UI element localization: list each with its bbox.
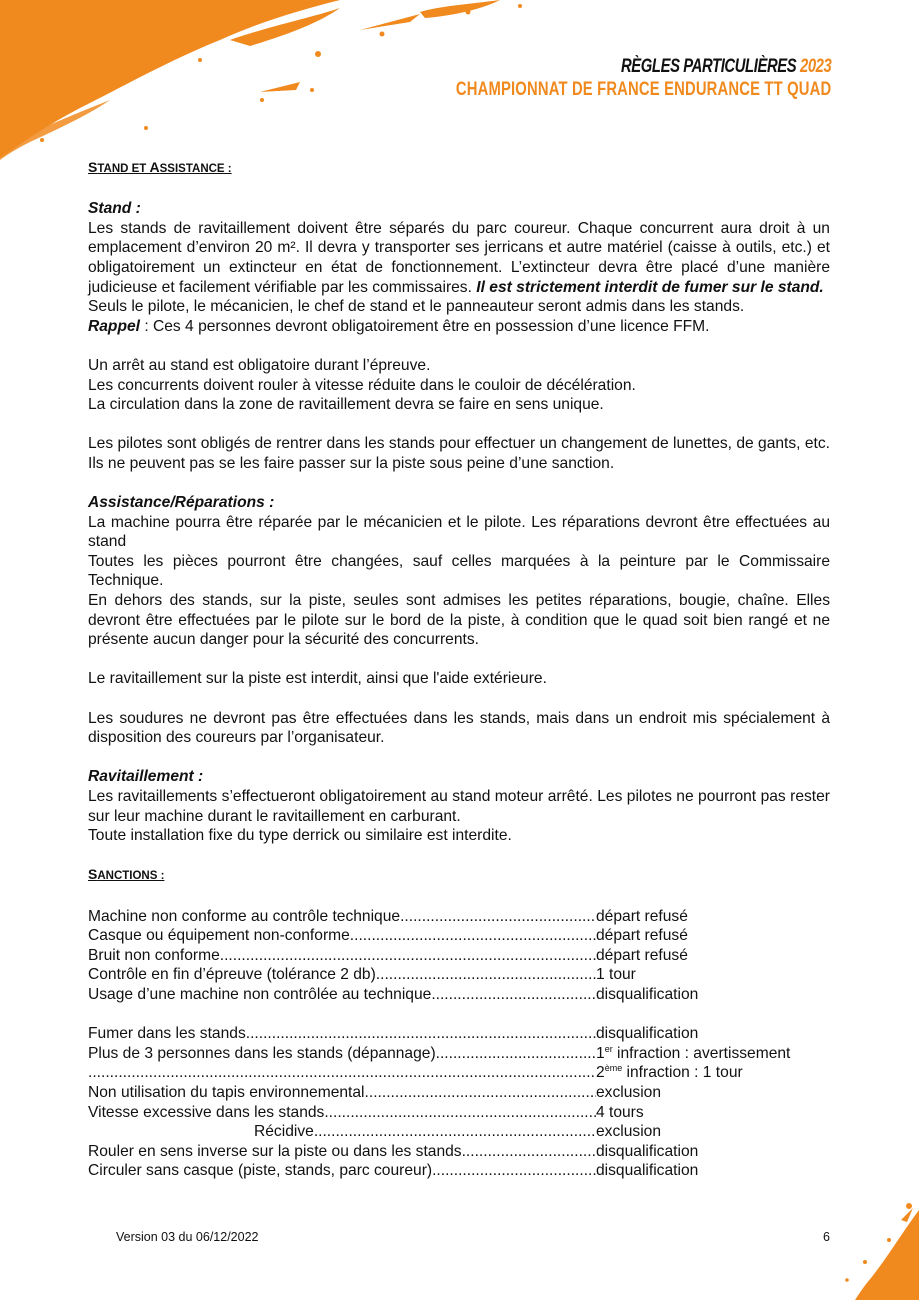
section-heading-sanctions: SANCTIONS :: [88, 866, 165, 883]
sanction-row: Non utilisation du tapis environnemental ..... exclusion: [88, 1083, 830, 1103]
paragraph: Toute installation fixe du type derrick ou similaire est interdite.: [88, 827, 512, 845]
subheading-stand: Stand :: [88, 200, 141, 218]
sanction-row: Machine non conforme au contrôle technique ..... départ refusé: [88, 907, 830, 927]
sanction-row: Bruit non conforme ..... départ refusé: [88, 946, 830, 966]
sanction-row: Usage d’une machine non contrôlée au technique ..... disqualification: [88, 985, 830, 1005]
document-header: [456, 56, 831, 102]
subheading-ravitaillement: Ravitaillement :: [88, 768, 204, 786]
paragraph: Les pilotes sont obligés de rentrer dans les stands pour effectuer un changement de lunettes, de gants, etc. Ils ne peuvent pas se les faire passer sur la piste sous peine d’une sanction.: [88, 435, 830, 472]
sanctions-list-1: [88, 907, 830, 1005]
orange-brush-decoration-bottom: [809, 1200, 919, 1300]
sanction-row: Contrôle en fin d’épreuve (tolérance 2 db) ..... 1 tour: [88, 965, 830, 985]
sanction-row: Récidive ..... exclusion: [88, 1122, 830, 1142]
paragraph: Seuls le pilote, le mécanicien, le chef de stand et le panneauteur seront admis dans les stands.: [88, 298, 745, 316]
paragraph: La machine pourra être réparée par le mécanicien et le pilote. Les réparations devront être effectuées au stand: [88, 513, 830, 551]
subheading-assistance: Assistance/Réparations :: [88, 494, 275, 512]
sanction-row: Plus de 3 personnes dans les stands (dépannage) ..... 1er infraction : avertissement: [88, 1044, 830, 1064]
paragraph: Le ravitaillement sur la piste est interdit, ainsi que l'aide extérieure.: [88, 670, 547, 688]
paragraph: Les ravitaillements s’effectueront obligatoirement au stand moteur arrêté. Les pilotes ne pourront pas rester sur leur machine durant le ravitaillement en carburant.: [88, 788, 830, 825]
footer-version: Version 03 du 06/12/2022: [116, 1230, 259, 1244]
page-content: [88, 158, 830, 1181]
paragraph: Les stands de ravitaillement doivent être séparés du parc coureur. Chaque concurrent aura droit à un emplacement d’environ 20 m². Il devra y transporter ses jerricans et autre matériel (caisse à outils, etc.) et obligatoirement un extincteur en état de fonctionnement. L’extincteur devra être placé d’une manière judicieuse et facilement vérifiable par les commissaires. Il est strictement interdit de fumer sur le stand.: [88, 219, 830, 296]
sanctions-list-2: [88, 1024, 830, 1181]
sanction-row: Casque ou équipement non-conforme ..... départ refusé: [88, 926, 830, 946]
sanction-row: Circuler sans casque (piste, stands, parc coureur) ..... disqualification: [88, 1161, 830, 1181]
paragraph: Les concurrents doivent rouler à vitesse réduite dans le couloir de décélération.: [88, 376, 636, 394]
paragraph: Un arrêt au stand est obligatoire durant l’épreuve.: [88, 356, 431, 374]
header-subtitle: CHAMPIONNAT DE FRANCE ENDURANCE TT QUAD: [455, 79, 831, 100]
paragraph: La circulation dans la zone de ravitaillement devra se faire en sens unique.: [88, 396, 604, 414]
paragraph: Rappel : Ces 4 personnes devront obligatoirement être en possession d’une licence FFM.: [88, 317, 710, 335]
sanction-row: Rouler en sens inverse sur la piste ou dans les stands ..... disqualification: [88, 1142, 830, 1162]
sanction-row: Vitesse excessive dans les stands ..... 4 tours: [88, 1103, 830, 1123]
paragraph: Toutes les pièces pourront être changées, sauf celles marquées à la peinture par le Commissaire Technique.: [88, 552, 830, 590]
paragraph: Les soudures ne devront pas être effectuées dans les stands, mais dans un endroit mis spécialement à disposition des coureurs par l’organisateur.: [88, 709, 830, 747]
header-title-year: 2023: [799, 56, 831, 77]
header-title-main: RÈGLES PARTICULIÈRES: [620, 56, 796, 77]
section-heading-stand: STAND ET ASSISTANCE :: [88, 159, 232, 175]
page-number: 6: [823, 1230, 830, 1244]
sanction-row: Fumer dans les stands ..... disqualification: [88, 1024, 830, 1044]
header-title: [456, 56, 831, 78]
sanction-row: ..... 2ème infraction : 1 tour: [88, 1063, 830, 1083]
paragraph: En dehors des stands, sur la piste, seules sont admises les petites réparations, bougie, chaîne. Elles devront être effectuées par le pilote sur le bord de la piste, à condition que le quad soit bien rangé et ne présente aucun danger pour la sécurité des concurrents.: [88, 592, 830, 649]
